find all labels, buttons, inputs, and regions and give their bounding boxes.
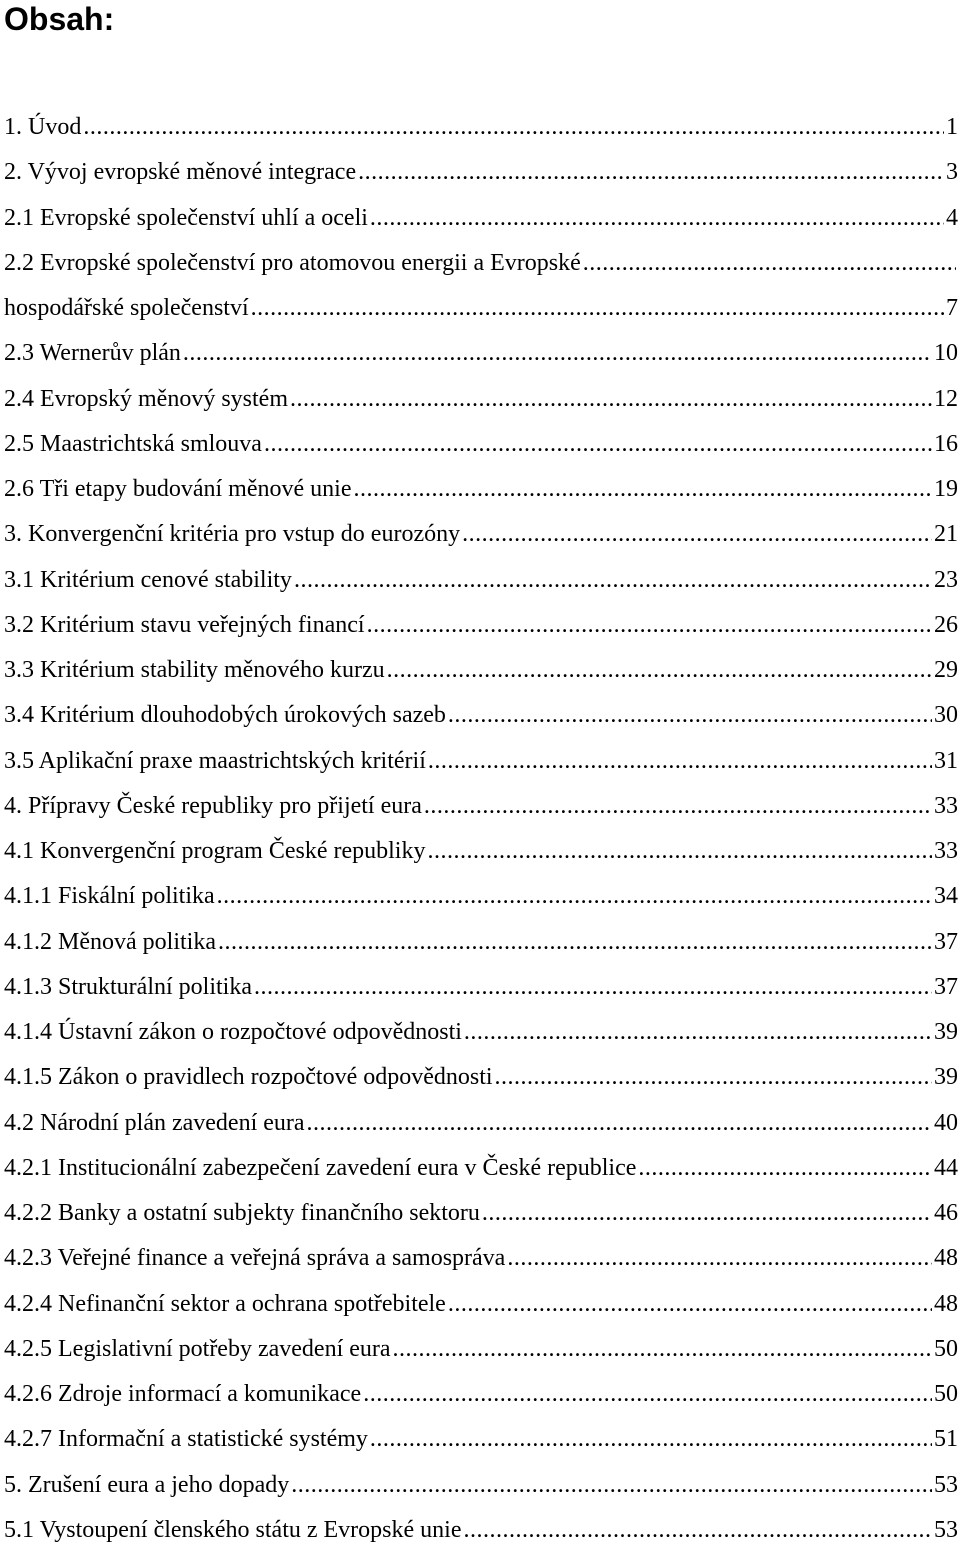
- toc-entry-title: 4.2.6 Zdroje informací a komunikace: [4, 1381, 362, 1407]
- toc-dot-leader: [448, 1282, 932, 1327]
- toc-entry-title: 2.3 Wernerův plán: [4, 340, 181, 367]
- toc-entry[interactable]: [4, 512, 958, 557]
- toc-dot-leader: [370, 1417, 932, 1462]
- toc-entry-page-number: 26: [934, 611, 958, 638]
- toc-entry[interactable]: [4, 874, 958, 919]
- toc-entry-title: 2.6 Tři etapy budování měnové unie: [4, 476, 352, 502]
- toc-entry-title: 4.1.3 Strukturální politika: [4, 973, 252, 1000]
- toc-entry[interactable]: [4, 331, 958, 376]
- toc-entry[interactable]: [4, 965, 958, 1010]
- toc-entry[interactable]: [4, 693, 958, 738]
- toc-entry[interactable]: [4, 1508, 958, 1553]
- toc-dot-leader: [290, 377, 932, 422]
- toc-dot-leader: [507, 1236, 932, 1281]
- toc-dot-leader: [583, 241, 956, 286]
- toc-entry[interactable]: [4, 1372, 958, 1417]
- toc-entry-page-number: 33: [934, 792, 958, 819]
- toc-dot-leader: [83, 105, 944, 150]
- toc-entry-title: 4.1.1 Fiskální politika: [4, 883, 215, 910]
- toc-entry-page-number: 4: [946, 204, 958, 231]
- toc-entry-title: 3.4 Kritérium dlouhodobých úrokových sazeb: [4, 702, 446, 729]
- toc-entry[interactable]: [4, 196, 958, 241]
- toc-dot-leader: [218, 920, 932, 965]
- toc-entry-title: 4.2.3 Veřejné finance a veřejná správa a samospráva: [4, 1245, 506, 1272]
- toc-entry-page-number: 39: [934, 1064, 958, 1091]
- toc-entry[interactable]: [4, 1146, 958, 1191]
- toc-dot-leader: [264, 422, 932, 467]
- toc-dot-leader: [387, 648, 932, 693]
- toc-entry-page-number: 29: [934, 657, 958, 683]
- toc-dot-leader: [367, 603, 932, 648]
- toc-entry-page-number: 30: [934, 702, 958, 729]
- toc-dot-leader: [251, 286, 944, 331]
- toc-dot-leader: [291, 1463, 932, 1508]
- toc-entry-title: 5. Zrušení eura a jeho dopady: [4, 1471, 290, 1498]
- toc-entry-page-number: 16: [934, 430, 958, 457]
- toc-entry-title: 2.2 Evropské společenství pro atomovou energii a Evropské: [4, 249, 581, 276]
- toc-dot-leader: [463, 1508, 932, 1553]
- toc-entry[interactable]: [4, 603, 958, 648]
- toc-entry-page-number: 40: [934, 1109, 958, 1136]
- toc-entry-title: 3.2 Kritérium stavu veřejných financí: [4, 611, 365, 638]
- toc-dot-leader: [428, 739, 932, 784]
- toc-entry[interactable]: [4, 1010, 958, 1055]
- toc-entry[interactable]: [4, 1463, 958, 1508]
- toc-entry-title: 4.2 Národní plán zavedení eura: [4, 1109, 305, 1136]
- toc-entry[interactable]: [4, 422, 958, 467]
- toc-dot-leader: [464, 1010, 932, 1055]
- toc-entry-title: 5.1 Vystoupení členského státu z Evropské unie: [4, 1516, 462, 1543]
- toc-dot-leader: [358, 150, 944, 195]
- toc-entry[interactable]: [4, 1417, 958, 1462]
- toc-entry-page-number: 34: [934, 883, 958, 910]
- toc-dot-leader: [370, 196, 944, 241]
- toc-entry-title: 4.1 Konvergenční program České republiky: [4, 838, 426, 864]
- toc-dot-leader: [294, 558, 932, 603]
- toc-entry-title: hospodářské společenství: [4, 295, 249, 321]
- toc-entry[interactable]: [4, 1327, 958, 1372]
- toc-entry-title: 1. Úvod: [4, 114, 82, 140]
- toc-entry[interactable]: [4, 377, 958, 422]
- toc-entry[interactable]: [4, 558, 958, 603]
- toc-entry-page-number: 31: [934, 747, 958, 774]
- toc-entry-title: 3.3 Kritérium stability měnového kurzu: [4, 657, 385, 683]
- toc-entry-page-number: 50: [934, 1381, 958, 1407]
- toc-entry-title: 2.4 Evropský měnový systém: [4, 385, 288, 412]
- toc-entry-page-number: 50: [934, 1335, 958, 1362]
- toc-dot-leader: [427, 829, 932, 874]
- toc-entry-page-number: 10: [934, 340, 958, 367]
- toc-entry-page-number: 3: [946, 159, 958, 186]
- toc-dot-leader: [424, 784, 932, 829]
- toc-entry[interactable]: [4, 1055, 958, 1100]
- toc-entry-page-number: 46: [934, 1200, 958, 1226]
- toc-dot-leader: [448, 693, 932, 738]
- toc-entry[interactable]: [4, 829, 958, 874]
- toc-dot-leader: [638, 1146, 932, 1191]
- toc-entry[interactable]: [4, 784, 958, 829]
- toc-entry-title: 4. Přípravy České republiky pro přijetí eura: [4, 792, 422, 819]
- toc-entry-title: 2. Vývoj evropské měnové integrace: [4, 159, 357, 186]
- toc-entry-page-number: 1: [946, 114, 958, 140]
- toc-dot-leader: [393, 1327, 932, 1372]
- toc-entry-title: 4.1.5 Zákon o pravidlech rozpočtové odpovědnosti: [4, 1064, 493, 1091]
- toc-entry-title: 3.1 Kritérium cenové stability: [4, 566, 292, 593]
- toc-entry-title: 4.2.7 Informační a statistické systémy: [4, 1426, 368, 1453]
- toc-entry-page-number: 12: [934, 385, 958, 412]
- toc-dot-leader: [462, 512, 932, 557]
- toc-entry-title: 4.2.1 Institucionální zabezpečení zavedení eura v České republice: [4, 1154, 637, 1181]
- toc-dot-leader: [482, 1191, 932, 1236]
- toc-dot-leader: [363, 1372, 932, 1417]
- toc-entry-title: 4.1.2 Měnová politika: [4, 928, 216, 955]
- toc-entry-page-number: 33: [934, 838, 958, 864]
- toc-entry-page-number: 39: [934, 1019, 958, 1045]
- toc-entry-title: 4.2.4 Nefinanční sektor a ochrana spotřebitele: [4, 1290, 446, 1317]
- toc-entry[interactable]: [4, 150, 958, 195]
- toc-entry-page-number: 48: [934, 1290, 958, 1317]
- toc-entry-title: 3. Konvergenční kritéria pro vstup do eurozóny: [4, 521, 461, 548]
- toc-entry-title: 2.5 Maastrichtská smlouva: [4, 430, 262, 457]
- toc-entry[interactable]: [4, 105, 958, 150]
- table-of-contents: [4, 105, 958, 1553]
- toc-entry[interactable]: [4, 920, 958, 965]
- toc-entry[interactable]: [4, 648, 958, 693]
- toc-entry[interactable]: [4, 739, 958, 784]
- toc-entry-page-number: 37: [934, 973, 958, 1000]
- toc-entry-page-number: 48: [934, 1245, 958, 1272]
- toc-entry[interactable]: [4, 286, 958, 331]
- toc-dot-leader: [254, 965, 932, 1010]
- toc-entry-page-number: 53: [934, 1471, 958, 1498]
- toc-dot-leader: [217, 874, 932, 919]
- toc-entry[interactable]: [4, 1191, 958, 1236]
- toc-entry-title: 2.1 Evropské společenství uhlí a oceli: [4, 204, 368, 231]
- toc-entry-page-number: 51: [934, 1426, 958, 1453]
- toc-entry[interactable]: [4, 467, 958, 512]
- toc-entry-page-number: 19: [934, 476, 958, 502]
- toc-entry-page-number: 23: [934, 566, 958, 593]
- toc-entry-title: 4.2.5 Legislativní potřeby zavedení eura: [4, 1335, 391, 1362]
- toc-entry-page-number: 44: [934, 1154, 958, 1181]
- toc-entry-title: 3.5 Aplikační praxe maastrichtských kritérií: [4, 747, 426, 774]
- toc-entry-page-number: 37: [934, 928, 958, 955]
- toc-entry[interactable]: [4, 1282, 958, 1327]
- toc-entry[interactable]: [4, 1101, 958, 1146]
- toc-entry-title: 4.1.4 Ústavní zákon o rozpočtové odpovědnosti: [4, 1019, 462, 1045]
- toc-entry-title: 4.2.2 Banky a ostatní subjekty finančního sektoru: [4, 1200, 480, 1226]
- toc-dot-leader: [183, 331, 932, 376]
- toc-entry[interactable]: [4, 241, 958, 286]
- toc-dot-leader: [495, 1055, 932, 1100]
- toc-dot-leader: [353, 467, 932, 512]
- page-title: Obsah:: [4, 1, 115, 37]
- toc-entry-page-number: 53: [934, 1516, 958, 1543]
- toc-entry-page-number: 21: [934, 521, 958, 548]
- toc-entry-page-number: 7: [946, 295, 958, 321]
- toc-entry[interactable]: [4, 1236, 958, 1281]
- toc-dot-leader: [307, 1101, 932, 1146]
